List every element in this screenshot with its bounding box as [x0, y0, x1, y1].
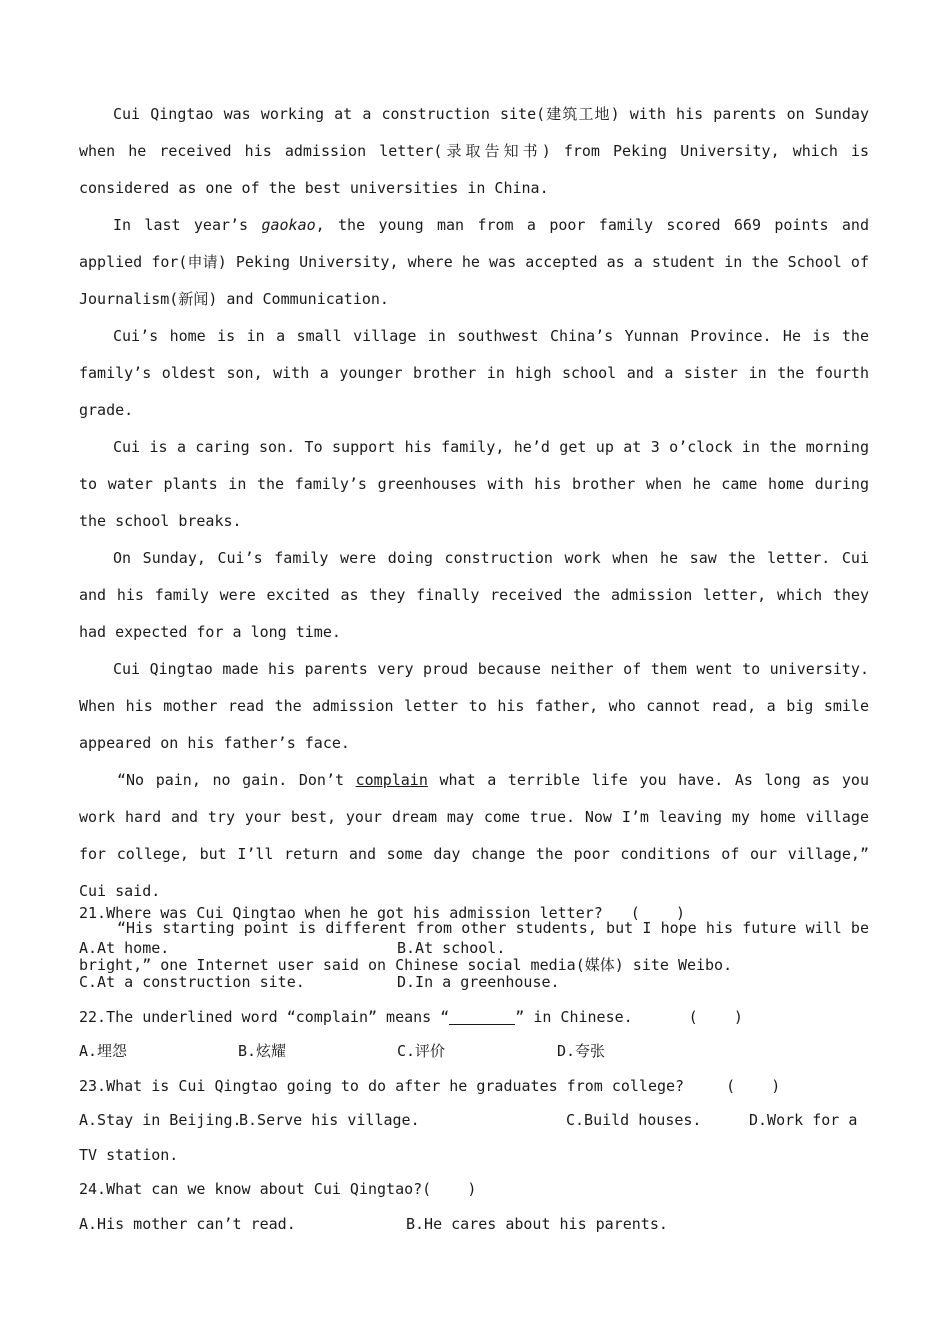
question-21-options-row-2: [79, 965, 869, 1000]
paragraph-3: Cui’s home is in a small village in southwest China’s Yunnan Province. He is the family’s oldest son, with a younger brother in high school and a sister in the fourth grade.: [79, 327, 869, 419]
paragraph-2-text-a: In last year’s: [113, 216, 262, 234]
paragraph-2-text-b: , the young man from a poor family scored 669 points and applied for(申请) Peking University, where he was accepted as a student in the School of Journalism(新闻) and Communication.: [79, 216, 869, 308]
paragraph-6: Cui Qingtao made his parents very proud because neither of them went to university. When his mother read the admission letter to his father, who cannot read, a big smile appeared on his father’s face.: [79, 660, 869, 752]
option-21-b: B.At school.: [397, 938, 506, 957]
question-24-options: [79, 1207, 869, 1242]
question-22-stem-b: ” in Chinese.: [515, 1007, 633, 1026]
option-23-d: D.Work for a: [749, 1111, 858, 1129]
paragraph-8: “His starting point is different from other students, but I hope his future will be bright,” one Internet user said on Chinese social media(媒体) site Weibo.: [79, 919, 869, 974]
question-21-stem: 21.Where was Cui Qingtao when he got his admission letter?: [79, 904, 603, 922]
question-22: [79, 1000, 869, 1035]
underlined-word-complain: complain: [355, 771, 428, 789]
option-21-d: D.In a greenhouse.: [397, 973, 560, 991]
option-22-d: D.夸张: [557, 1042, 606, 1060]
question-22-options: [79, 1034, 869, 1069]
question-23-answer-paren: ( ): [726, 1076, 781, 1095]
option-23-c: C.Build houses.: [566, 1111, 702, 1129]
question-list: [79, 896, 869, 1241]
reading-passage: [79, 96, 869, 984]
paragraph-5: On Sunday, Cui’s family were doing construction work when he saw the letter. Cui and his family were excited as they finally received the admission letter, which they had expected for a long time.: [79, 549, 869, 641]
question-23-options: [79, 1103, 869, 1138]
option-22-b: B.炫耀: [238, 1042, 287, 1060]
option-24-a: A.His mother can’t read.: [79, 1214, 296, 1233]
paragraph-1: Cui Qingtao was working at a construction site(建筑工地) with his parents on Sunday when he received his admission letter(录取告知书) from Peking University, which is considered as one of the best universities in China.: [79, 105, 869, 197]
question-21-answer-paren: ( ): [630, 904, 685, 922]
question-21-options-row-1: [79, 931, 869, 966]
option-22-a: A.埋怨: [79, 1042, 128, 1060]
question-23: [79, 1069, 869, 1104]
question-23-options-cont: [79, 1138, 869, 1173]
option-23-a: A.Stay in Beijing.: [79, 1111, 242, 1129]
question-24-stem: 24.What can we know about Cui Qingtao?( ): [79, 1180, 477, 1198]
paragraph-7-text-a: “No pain, no gain. Don’t: [117, 771, 356, 789]
question-22-stem-a: 22.The underlined word “complain” means “: [79, 1007, 450, 1026]
paragraph-7: [79, 762, 869, 910]
question-24: [79, 1172, 869, 1207]
option-23-b: B.Serve his village.: [239, 1111, 420, 1129]
answer-blank: [449, 1009, 515, 1025]
paragraph-7-text-b: what a terrible life you have. As long as you work hard and try your best, your dream may come true. Now I’m leaving my home village for college, but I’ll return and some day change the poor conditions of our village,” Cui said.: [79, 771, 869, 900]
gaokao-italic: gaokao: [261, 216, 316, 234]
option-23-d-continued: TV station.: [79, 1145, 179, 1164]
paragraph-2: [79, 207, 869, 318]
question-23-stem: 23.What is Cui Qingtao going to do after he graduates from college?: [79, 1076, 685, 1095]
question-22-answer-paren: ( ): [688, 1007, 743, 1026]
paragraph-4: Cui is a caring son. To support his family, he’d get up at 3 o’clock in the morning to water plants in the family’s greenhouses with his brother when he came home during the school breaks.: [79, 438, 869, 530]
question-21: [79, 896, 869, 931]
option-21-a: A.At home.: [79, 938, 170, 957]
option-21-c: C.At a construction site.: [79, 973, 305, 991]
option-22-c: C.评价: [397, 1042, 446, 1060]
option-24-b: B.He cares about his parents.: [406, 1214, 668, 1233]
